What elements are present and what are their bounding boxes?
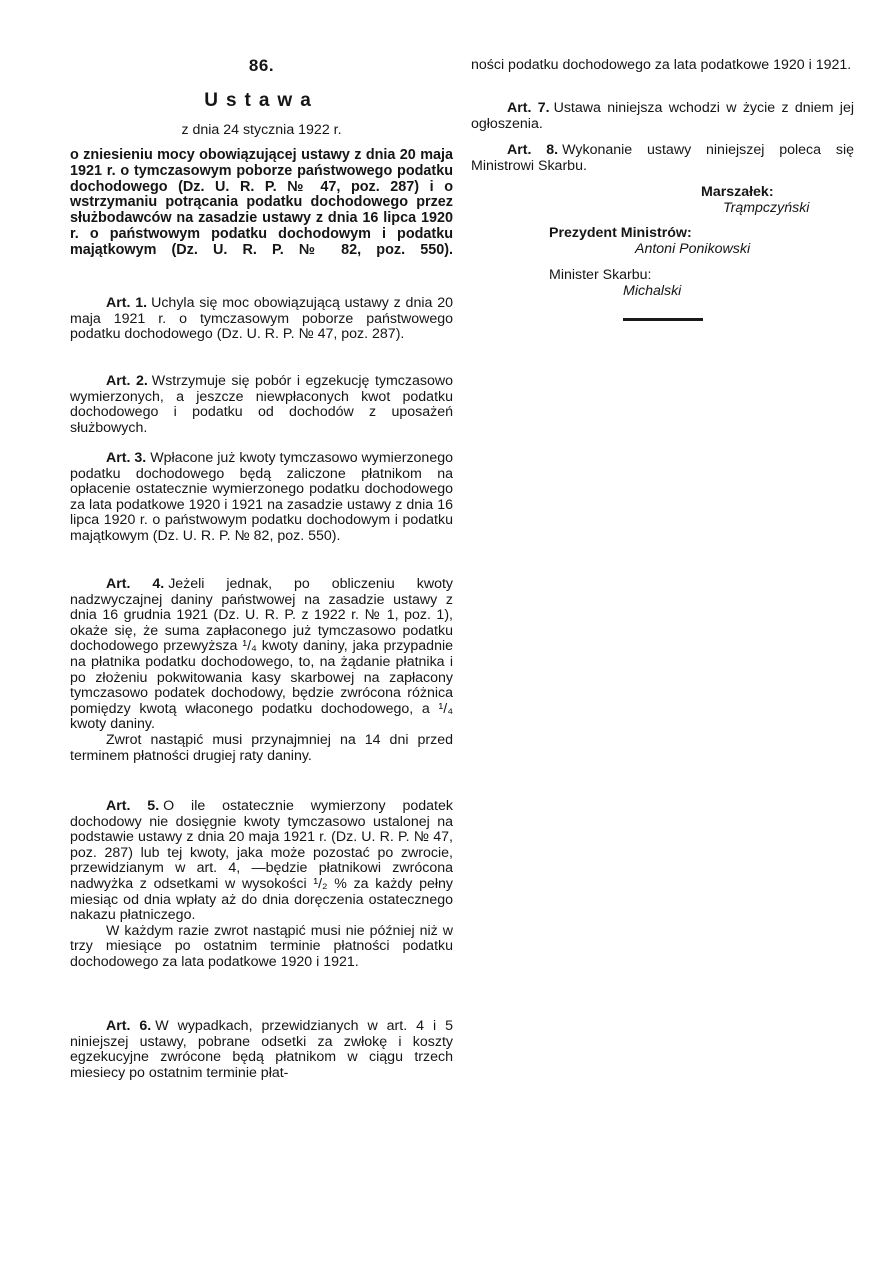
article-5 bbox=[70, 799, 453, 971]
signature-marshal bbox=[701, 185, 809, 216]
article-1 bbox=[70, 296, 453, 343]
article-label: Art. 5. bbox=[106, 798, 160, 814]
article-6-continuation bbox=[471, 58, 854, 74]
article-label: Art. 7. bbox=[507, 100, 550, 116]
signature-title: Minister Skarbu: bbox=[549, 267, 652, 283]
article-3 bbox=[70, 451, 453, 545]
article-6 bbox=[70, 1019, 453, 1081]
article-label: Art. 4. bbox=[106, 576, 165, 592]
article-text: Wykonanie ustawy niniejszej poleca się Ministrowi Skarbu. bbox=[471, 142, 854, 174]
article-2 bbox=[70, 374, 453, 436]
article-8 bbox=[471, 143, 854, 174]
article-text: Uchyla się moc obowiązującą ustawy z dnia 20 maja 1921 r. o tymczasowym poborze państwowego podatku dochodowego (Dz. U. R. P. № 47, poz. 287). bbox=[70, 295, 453, 343]
article-4 bbox=[70, 577, 453, 764]
article-text: Ustawa niniejsza wchodzi w życie z dniem jej ogłoszenia. bbox=[471, 100, 854, 132]
act-title: Ustawa bbox=[204, 90, 319, 111]
act-date: z dnia 24 stycznia 1922 r. bbox=[181, 122, 342, 138]
article-text: Jeżeli jednak, po obliczeniu kwoty nadzwyczajnej daniny państwowej na zasadzie ustawy z dnia 16 grudnia 1921 (Dz. U. R. P. z 1922 r. № 1, poz. 1), okaże się, że suma zapłaconego już tymczasowo podatku dochodowego przewyższa ¹/₄ kwoty daniny, jaka przypadnie na płatnika podatku dochodowego, to, na żądanie płatnika i po złożeniu pokwitowania kasy skarbowej na zapłacony tymczasowo podatek dochodowy, będzie zwrócona różnica pomiędzy kwotą właconego podatku dochodowego, a ¹/₄ kwoty daniny. bbox=[70, 576, 453, 733]
article-label: Art. 2. bbox=[106, 373, 148, 389]
signature-finance-minister bbox=[549, 268, 681, 299]
article-text: O ile ostatecznie wymierzony podatek dochodowy nie dosięgnie kwoty tymczasowo ustalonej na podstawie ustawy z dnia 20 maja 1921 r. (Dz. U. R. P. № 47, poz. 287) lub tej kwoty, jaka może pozostać po zwrocie, przewidzianym w art. 4, —będzie płatnikowi zwrócona nadwyżka z odsetkami w wysokości ¹/₂ % za każdy pełny miesiąc od dnia wpłaty aż do dnia doręczenia ostatecznego nakazu płatniczego. bbox=[70, 798, 453, 924]
article-label: Art. 8. bbox=[507, 142, 559, 158]
signature-name: Antoni Ponikowski bbox=[635, 240, 751, 257]
closing-rule bbox=[623, 318, 703, 321]
signature-title: Marszałek: bbox=[701, 184, 774, 200]
signature-title: Prezydent Ministrów: bbox=[549, 225, 692, 241]
article-text: Wstrzymuje się pobór i egzekucję tymczasowo wymierzonych, a jeszcze niewpłaconych kwot podatku dochodowego i podatku od dochodów z uposażeń służbowych. bbox=[70, 373, 453, 436]
signature-name: Michalski bbox=[623, 282, 682, 299]
signature-prime-minister bbox=[549, 226, 750, 257]
page-number: 86. bbox=[248, 56, 275, 75]
article-label: Art. 3. bbox=[106, 450, 147, 466]
article-text-right-part: ności podatku dochodowego za lata podatkowe 1920 i 1921. bbox=[471, 57, 852, 73]
signature-name: Trąmpczyński bbox=[723, 199, 810, 216]
article-label: Art. 1. bbox=[106, 295, 148, 311]
article-text-continued: Zwrot nastąpić musi przynajmniej na 14 dni przed terminem płatności drugiej raty daniny. bbox=[70, 731, 453, 764]
article-text: Wpłacone już kwoty tymczasowo wymierzonego podatku dochodowego będą zaliczone płatnikom na opłacenie ostatecznie wymierzonego podatku dochodowego za lata podatkowe 1920 i 1921 na zasadzie ustawy z dnia 16 lipca 1920 r. o państwowym podatku dochodowym i podatku majątkowym (Dz. U. R. P. № 82, poz. 550). bbox=[70, 450, 453, 544]
article-text-continued: W każdym razie zwrot nastąpić musi nie później niż w trzy miesiące po ostatnim terminie płatności podatku dochodowego za lata podatkowe 1920 i 1921. bbox=[70, 922, 453, 970]
article-text-left-part: W wypadkach, przewidzianych w art. 4 i 5 niniejszej ustawy, pobrane odsetki za zwłokę i koszty egzekucyjne zwrócone będą płatnikom w ciągu trzech miesiecy po ostatnim terminie płat- bbox=[70, 1018, 453, 1081]
article-7 bbox=[471, 101, 854, 132]
act-subject: o zniesieniu mocy obowiązującej ustawy z dnia 20 maja 1921 r. o tymczasowym poborze państwowego podatku dochodowego (Dz. U. R. P. № 47, poz. 287) i o wstrzymaniu potrącania podatku dochodowego przez służbodawców na zasadzie ustawy z dnia 16 lipca 1920 r. o państwowym podatku dochodowym i podatku majątkowym (Dz. U. R. P. № 82, poz. 550). bbox=[70, 147, 453, 258]
article-label: Art. 6. bbox=[106, 1018, 152, 1034]
